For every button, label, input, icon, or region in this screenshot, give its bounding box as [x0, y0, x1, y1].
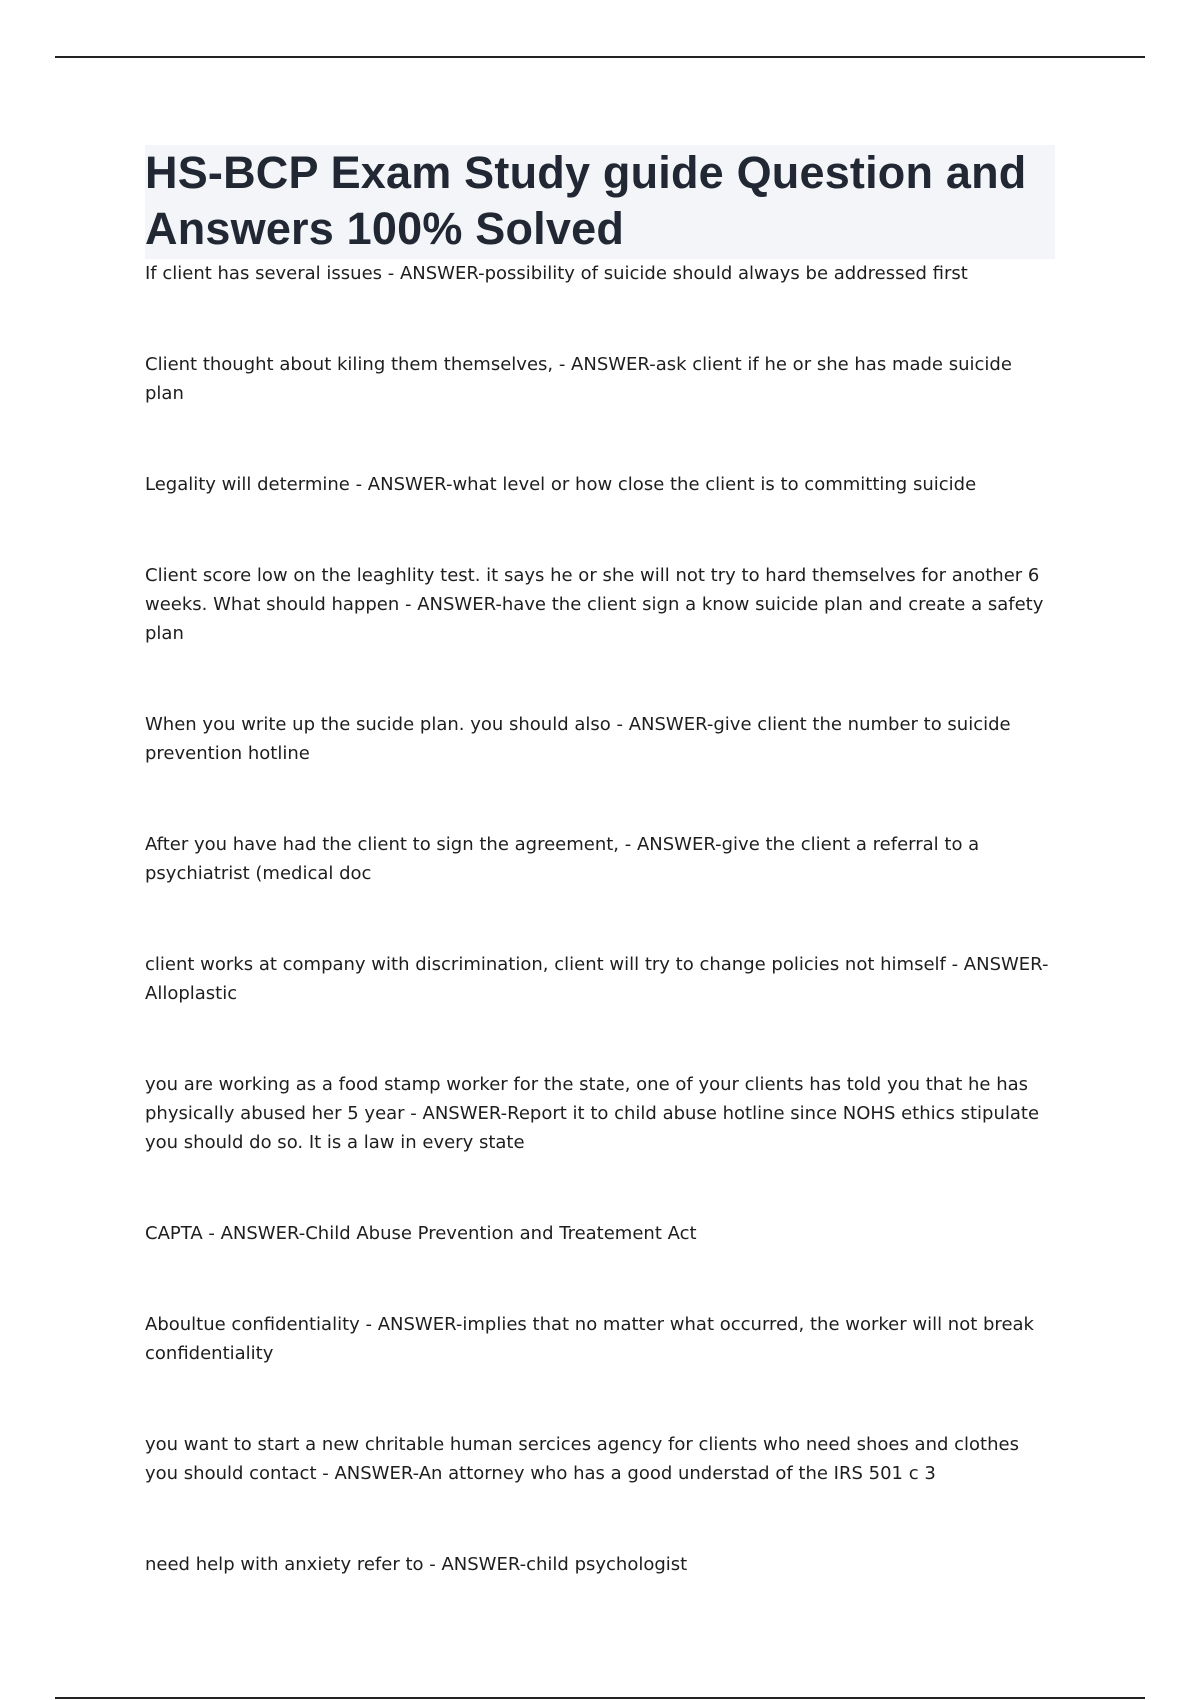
- document-title: HS-BCP Exam Study guide Question and Answers 100% Solved: [145, 147, 1027, 254]
- qa-item: you are working as a food stamp worker for the state, one of your clients has told you that he has physically abused her 5 year - ANSWER-Report it to child abuse hotline since NOHS ethics stipulate you should do so. It is a law in every state: [145, 1074, 1040, 1153]
- qa-item: client works at company with discrimination, client will try to change policies not himself - ANSWER-Alloplastic: [145, 954, 1049, 1004]
- footer-rule: [55, 1697, 1145, 1699]
- qa-item: After you have had the client to sign the agreement, - ANSWER-give the client a referral to a psychiatrist (medical doc: [145, 834, 980, 884]
- qa-list: [145, 259, 1055, 1579]
- qa-item: When you write up the sucide plan. you should also - ANSWER-give client the number to suicide prevention hotline: [145, 714, 1011, 764]
- document-body: [145, 145, 1055, 1579]
- qa-item: If client has several issues - ANSWER-possibility of suicide should always be addressed first: [145, 263, 968, 284]
- qa-item: CAPTA - ANSWER-Child Abuse Prevention and Treatement Act: [145, 1223, 697, 1244]
- qa-item: need help with anxiety refer to - ANSWER-child psychologist: [145, 1554, 688, 1575]
- qa-item: Legality will determine - ANSWER-what level or how close the client is to committing suicide: [145, 474, 977, 495]
- header-rule: [55, 56, 1145, 58]
- qa-item: Client thought about kiling them themselves, - ANSWER-ask client if he or she has made suicide plan: [145, 354, 1012, 404]
- title-block: [145, 145, 1055, 259]
- qa-item: Client score low on the leaghlity test. it says he or she will not try to hard themselves for another 6 weeks. What should happen - ANSWER-have the client sign a know suicide plan and create a safety plan: [145, 565, 1044, 644]
- qa-item: Aboultue confidentiality - ANSWER-implies that no matter what occurred, the worker will not break confidentiality: [145, 1314, 1034, 1364]
- qa-item: you want to start a new chritable human sercices agency for clients who need shoes and clothes you should contact - ANSWER-An attorney who has a good understad of the IRS 501 c 3: [145, 1434, 1019, 1484]
